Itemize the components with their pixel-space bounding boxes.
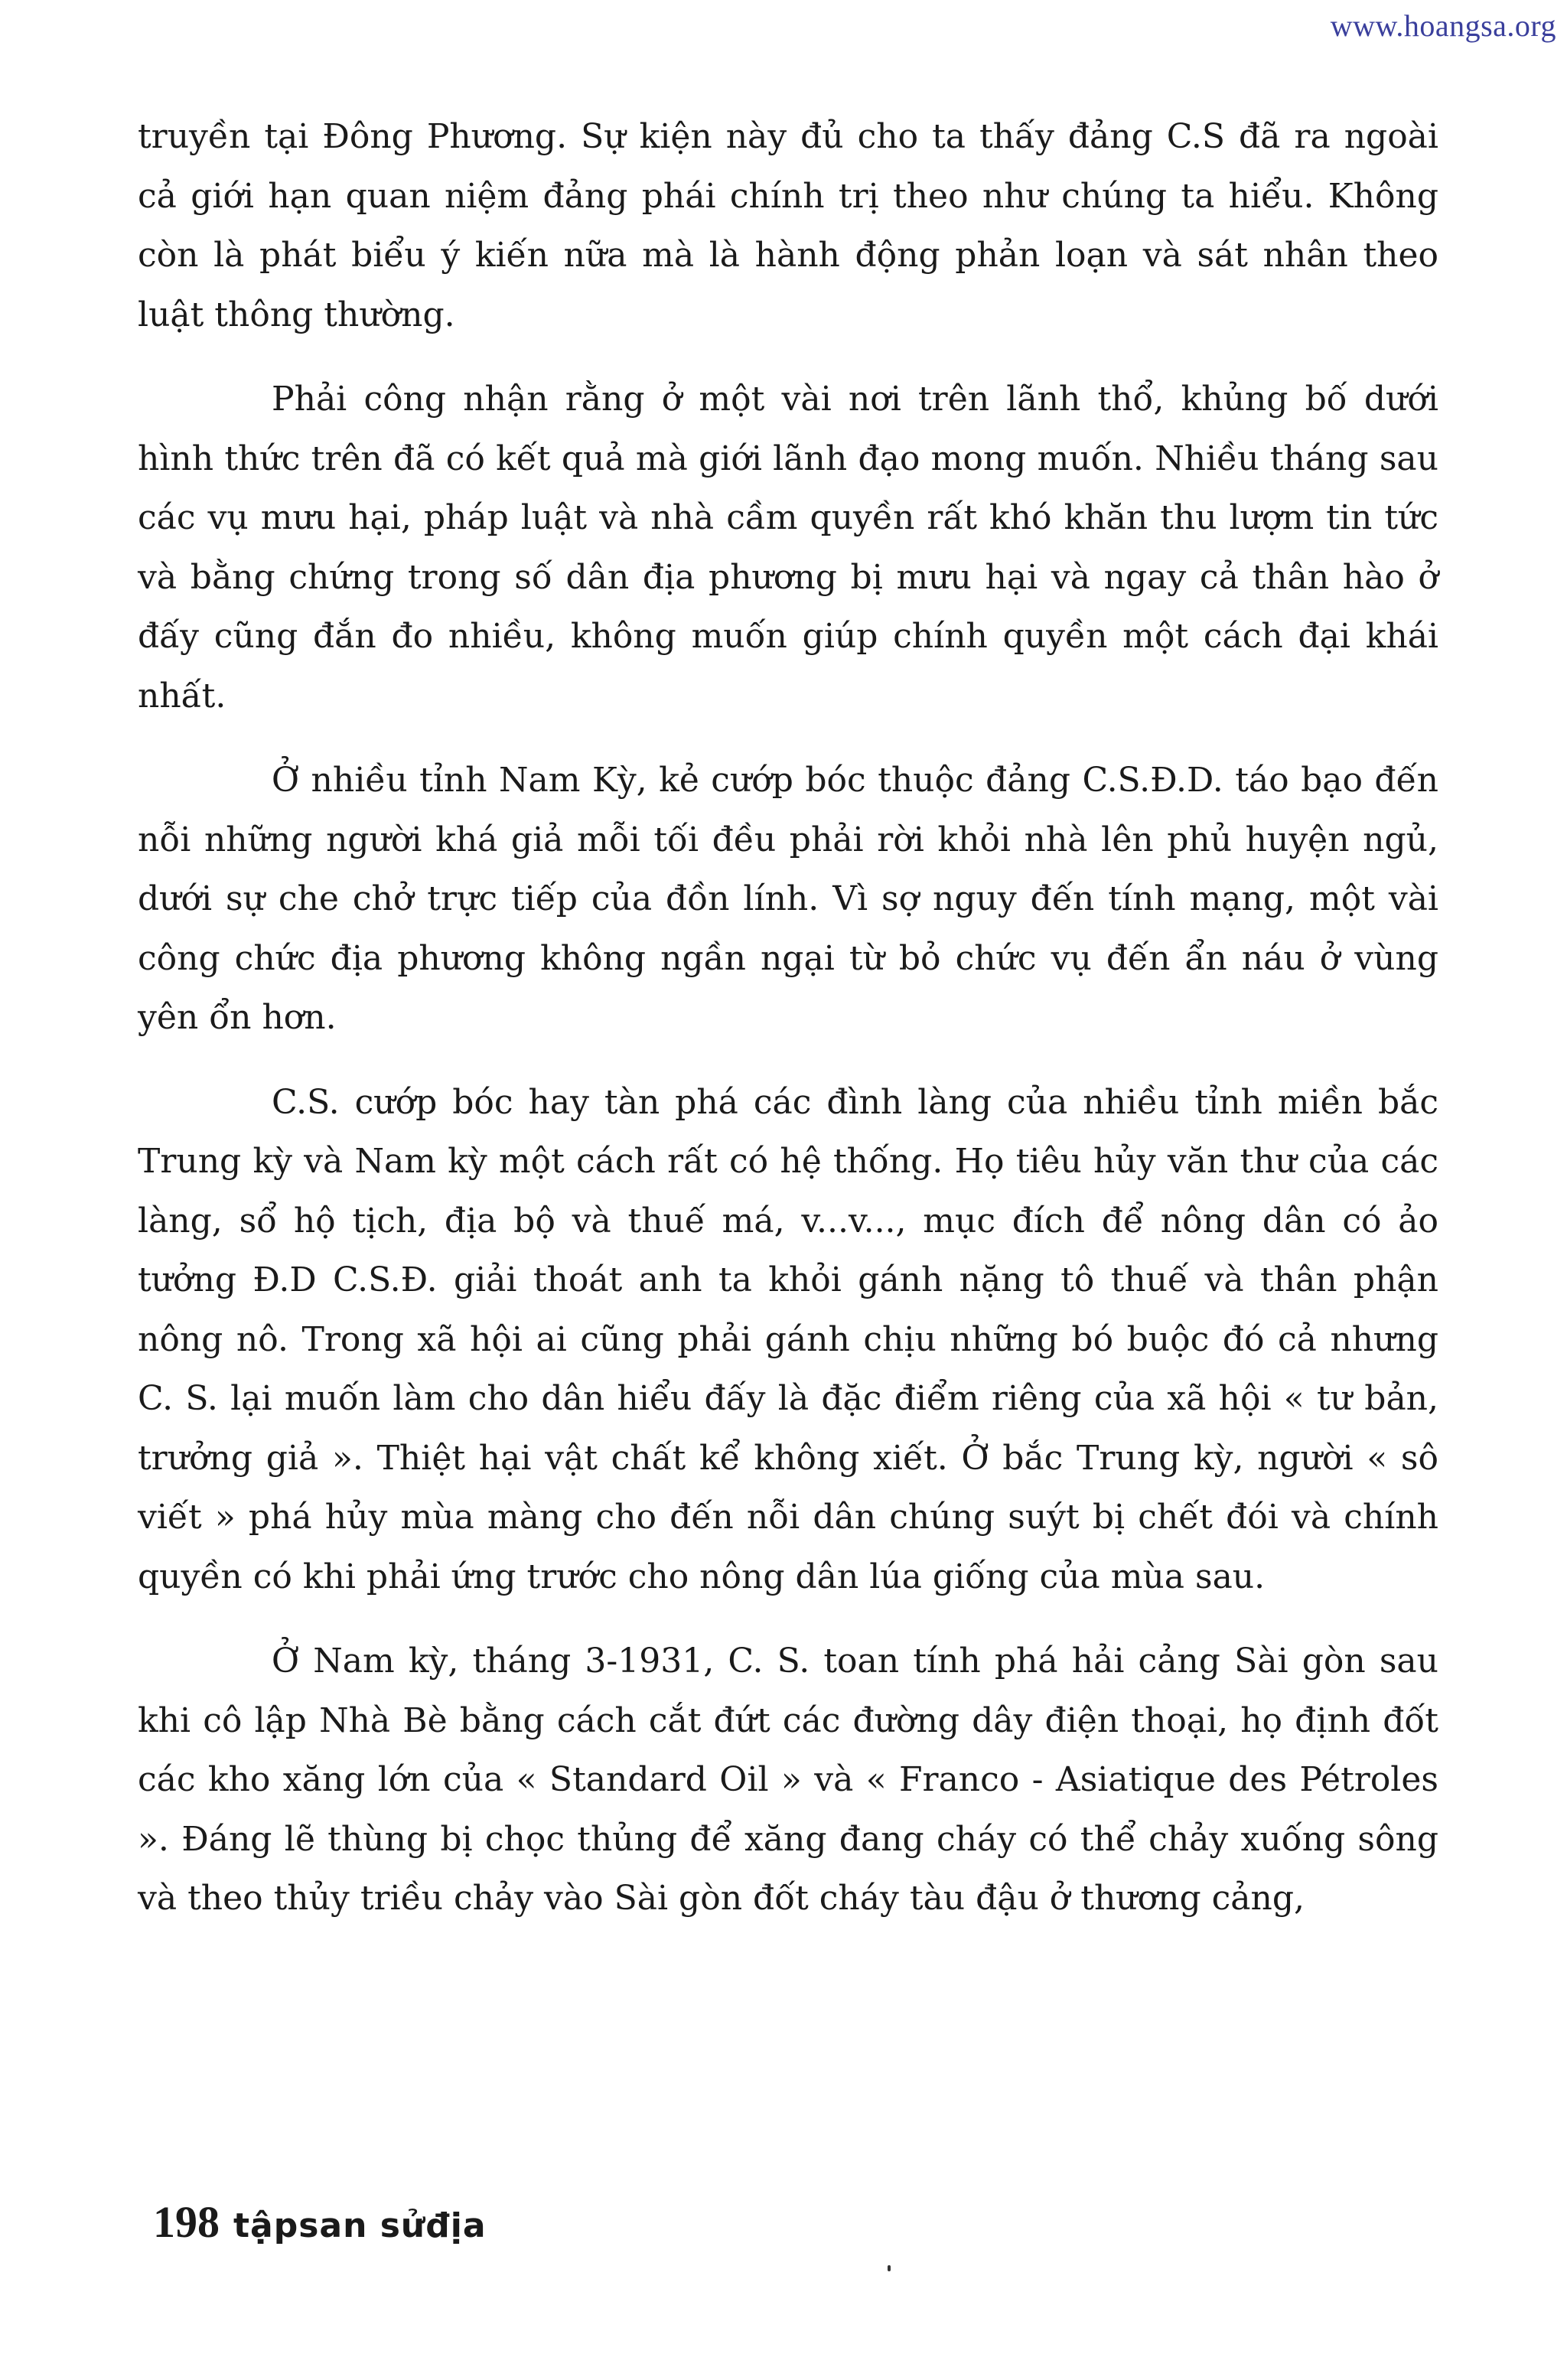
paragraph-continuation: truyền tại Đông Phương. Sự kiện này đủ cho ta thấy đảng C.S đã ra ngoài cả giới hạn quan niệm đảng phái chính trị theo như chúng ta hiểu. Không còn là phát biểu ý kiến nữa mà là hành động phản loạn và sát nhân theo luật thông thường. bbox=[138, 117, 1438, 334]
paragraph-saigon-port-plot: Ở Nam kỳ, tháng 3-1931, C. S. toan tính phá hải cảng Sài gòn sau khi cô lập Nhà Bè bằng cách cắt đứt các đường dây điện thoại, họ định đốt các kho xăng lớn của « Standard Oil » và « Franco - Asiatique des Pétroles ». Đáng lẽ thùng bị chọc thủng để xăng đang cháy có thể chảy xuống sông và theo thủy triều chảy vào Sài gòn đốt cháy tàu đậu ở thương cảng, bbox=[138, 1642, 1438, 1918]
scan-speck bbox=[888, 2265, 891, 2271]
page-footer bbox=[153, 2196, 487, 2248]
paragraph-terror-results: Phải công nhận rằng ở một vài nơi trên lãnh thổ, khủng bố dưới hình thức trên đã có kết quả mà giới lãnh đạo mong muốn. Nhiều tháng sau các vụ mưu hại, pháp luật và nhà cầm quyền rất khó khăn thu lượm tin tức và bằng chứng trong số dân địa phương bị mưu hại và ngay cả thân hào ở đấy cũng đắn đo nhiều, không muốn giúp chính quyền một cách đại khái nhất. bbox=[138, 380, 1438, 716]
paragraph-village-destruction: C.S. cướp bóc hay tàn phá các đình làng của nhiều tỉnh miền bắc Trung kỳ và Nam kỳ một cách rất có hệ thống. Họ tiêu hủy văn thư của các làng, sổ hộ tịch, địa bộ và thuế má, v...v..., mục đích để nông dân có ảo tưởng Đ.D C.S.Đ. giải thoát anh ta khỏi gánh nặng tô thuế và thân phận nông nô. Trong xã hội ai cũng phải gánh chịu những bó buộc đó cả nhưng C. S. lại muốn làm cho dân hiểu đấy là đặc điểm riêng của xã hội « tư bản, trưởng giả ». Thiệt hại vật chất kể không xiết. Ở bắc Trung kỳ, người « sô viết » phá hủy mùa màng cho đến nỗi dân chúng suýt bị chết đói và chính quyền có khi phải ứng trước cho nông dân lúa giống của mùa sau. bbox=[138, 1082, 1438, 1596]
paragraph-nam-ky-robbers: Ở nhiều tỉnh Nam Kỳ, kẻ cướp bóc thuộc đảng C.S.Đ.D. táo bạo đến nỗi những người khá giả mỗi tối đều phải rời khỏi nhà lên phủ huyện ngủ, dưới sự che chở trực tiếp của đồn lính. Vì sợ nguy đến tính mạng, một vài công chức địa phương không ngần ngại từ bỏ chức vụ đến ẩn náu ở vùng yên ổn hơn. bbox=[138, 761, 1438, 1037]
page-body bbox=[138, 107, 1438, 1928]
page-number: 198 bbox=[153, 2197, 220, 2247]
publication-title: tậpsan sửđịa bbox=[233, 2206, 487, 2245]
watermark-link: www.hoangsa.org bbox=[1330, 8, 1556, 43]
